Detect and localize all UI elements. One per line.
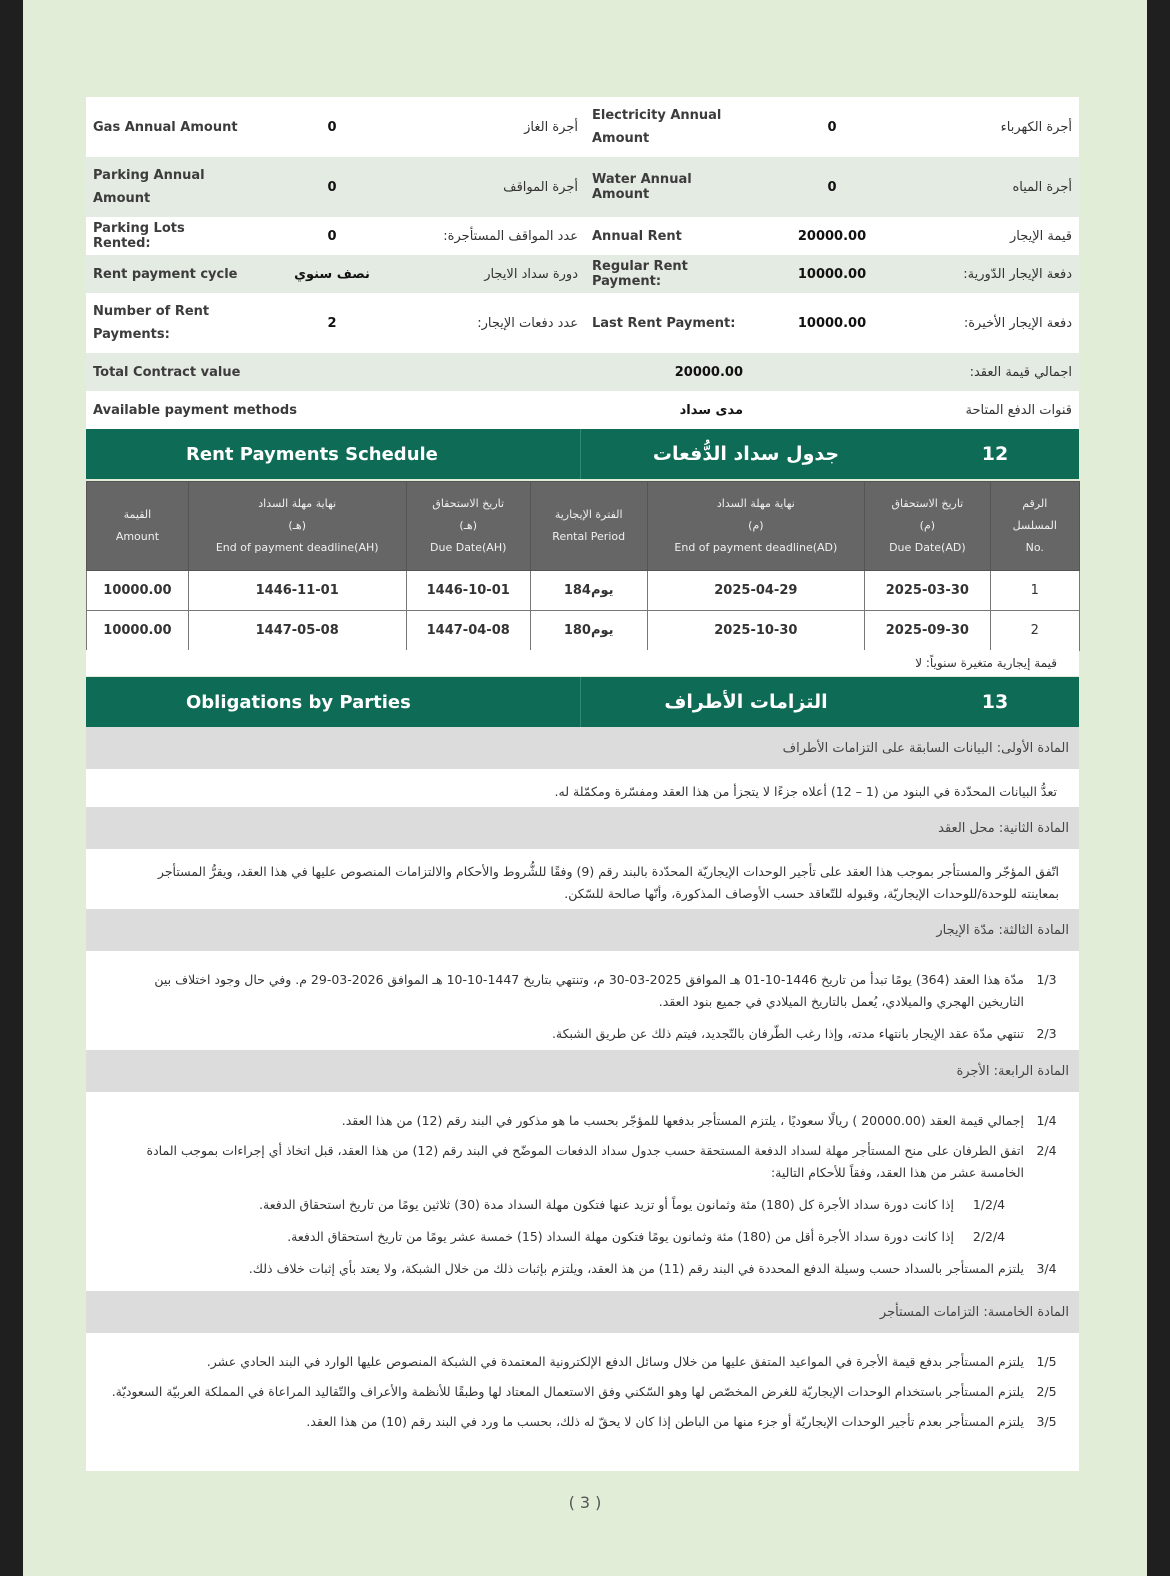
clause-number: 2/4 (1036, 1143, 1057, 1158)
schedule-title-ar: جدول سداد الدُّفعات (652, 443, 840, 465)
label-ar: قيمة الإيجار (1009, 228, 1072, 244)
label-ar: دفعة الإيجار الأخيرة: (963, 315, 1072, 331)
schedule-table (86, 481, 1080, 651)
label-en: Parking Annual Amount (93, 168, 205, 206)
clause-number: 3/5 (1036, 1414, 1057, 1429)
table-row (86, 97, 1079, 157)
clause-number: 3/4 (1036, 1261, 1057, 1276)
clause-text: مدّة هذا العقد (364) يومًا تبدأ من تاريخ 1446-10-01 هـ الموافق 2025-03-30 م، وتنتهي بتاريخ 1447-10-10 هـ الموافق 2026-03-29 م. وفي حال وجود اختلاف بين التاريخين الهجري والميلادي، يُعمل بالتاريخ الميلادي في جميع بنود العقد. (154, 972, 1024, 1009)
col-deadline-ah: نهاية مهلة السداد (هـ) End of payment deadline(AH) (188, 482, 406, 571)
sub-clause (86, 1226, 1069, 1248)
article-3-title: المادة الثالثة: مدّة الإيجار (86, 909, 1079, 951)
clause-number: 1/4 (1036, 1113, 1057, 1128)
cell: 1446-11-01 (188, 571, 406, 611)
clause (86, 1023, 1069, 1045)
clause-number: 1/2/4 (972, 1197, 1006, 1212)
cell: 1446-10-01 (406, 571, 530, 611)
clause (86, 1351, 1069, 1373)
cell: 1447-05-08 (188, 611, 406, 651)
label-ar: أجرة الغاز (524, 119, 578, 135)
clause-number: 2/5 (1036, 1384, 1057, 1399)
variable-rent-note: قيمة إيجارية متغيرة سنوياً: لا (86, 650, 1079, 676)
cell: 1 (990, 571, 1079, 611)
label-ar: دفعة الإيجار الدّورية: (963, 266, 1072, 282)
obligations-title-ar: التزامات الأطراف (664, 691, 828, 713)
clause-text: يلتزم المستأجر بدفع قيمة الأجرة في المواعيد المتفق عليها من خلال وسائل الدفع الإلكترونية المعتمدة في الشبكة المنصوص عليها الوارد في البند الحادي عشر. (206, 1354, 1024, 1369)
col-deadline-ad: نهاية مهلة السداد (م) End of payment deadline(AD) (647, 482, 865, 571)
methods-value: مدى سداد (679, 402, 743, 418)
clause-text: اتفق الطرفان على منح المستأجر مهلة لسداد الدفعة المستحقة حسب جدول سداد الدفعات الموضّح في البند رقم (12) من هذا العقد، قبل اتخاذ أي إجراءات بموجب المادة الخامسة عشر من هذا العقد، وفقاً للأحكام التالية: (146, 1143, 1024, 1180)
col-due-ah: تاريخ الاستحقاق (هـ) Due Date(AH) (406, 482, 530, 571)
label-en: Electricity Annual Amount (592, 108, 722, 146)
table-row (86, 255, 1079, 293)
obligations-title-en: Obligations by Parties (86, 677, 581, 727)
value: 2 (327, 315, 337, 331)
article-5-body (86, 1333, 1079, 1471)
label-ar: عدد دفعات الإيجار: (477, 315, 578, 331)
methods-label-en: Available payment methods (93, 402, 297, 418)
label-ar: أجرة المياه (1012, 179, 1072, 195)
cell: 1447-04-08 (406, 611, 530, 651)
total-label-en: Total Contract value (93, 364, 241, 380)
table-row (87, 611, 1080, 651)
clause-text: يلتزم المستأجر باستخدام الوحدات الإيجاريّة للغرض المخصّص لها وهو السّكني وفق الاستعمال المعتاد لها وطبقًا للأنظمة والأعراف والتّقاليد المراعاة في المملكة العربيّة السعوديّة. (111, 1384, 1024, 1399)
clause-text: إذا كانت دورة سداد الأجرة كل (180) مئة وثمانون يوماً أو تزيد عنها فتكون مهلة السداد مدة (30) ثلاثين يومًا من تاريخ استحقاق الدفعة. (259, 1197, 954, 1212)
obligations-section-header (86, 677, 1079, 727)
col-due-ad: تاريخ الاستحقاق (م) Due Date(AD) (865, 482, 990, 571)
value: 0 (827, 119, 837, 135)
clause-text: يلتزم المستأجر بالسداد حسب وسيلة الدفع المحددة في البند رقم (11) من هذ العقد، ويلتزم بإثبات ذلك من خلال الشبكة، ولا يعتد بأي إثبات خلاف ذلك. (248, 1261, 1024, 1276)
clause-text: يلتزم المستأجر بعدم تأجير الوحدات الإيجاريّة أو جزء منها من الباطن إذا كان لا يحقّ له ذلك، بحسب ما ورد في البند رقم (10) من هذا العقد. (306, 1414, 1024, 1429)
value: 0 (827, 179, 837, 195)
label-en: Gas Annual Amount (93, 119, 238, 135)
total-row (86, 353, 1079, 391)
label-en: Water Annual Amount (592, 172, 692, 202)
methods-label-ar: قنوات الدفع المتاحة (965, 402, 1072, 418)
label-ar: عدد المواقف المستأجرة: (443, 228, 578, 244)
article-1-text: تعدُّ البيانات المحدّدة في البنود من (1 – 12) أعلاه جزءًا لا يتجزأ من هذا العقد ومفسّرة ومكمّلة له. (86, 769, 1079, 807)
cell: 180يوم (530, 611, 647, 651)
cell: 2025-09-30 (865, 611, 990, 651)
col-no: الرقم المسلسل No. (990, 482, 1079, 571)
clause (86, 1110, 1069, 1132)
value: 20000.00 (797, 228, 867, 244)
clause (86, 1258, 1069, 1280)
col-amount: القيمة Amount (87, 482, 189, 571)
value: 0 (327, 228, 337, 244)
label-ar: أجرة المواقف (503, 179, 578, 195)
label-en: Last Rent Payment: (592, 315, 736, 331)
article-5-title: المادة الخامسة: التزامات المستأجر (86, 1291, 1079, 1333)
label-en: Parking Lots Rented: (93, 221, 185, 251)
table-row (86, 293, 1079, 353)
cell: 10000.00 (87, 571, 189, 611)
clause (86, 1140, 1069, 1184)
label-ar: أجرة الكهرباء (1000, 119, 1072, 135)
value: 0 (327, 179, 337, 195)
total-label-ar: اجمالي قيمة العقد: (969, 364, 1072, 380)
clause-number: 2/2/4 (972, 1229, 1006, 1244)
value: 10000.00 (797, 266, 867, 282)
value: 10000.00 (797, 315, 867, 331)
article-1-title: المادة الأولى: البيانات السابقة على التزامات الأطراف (86, 727, 1079, 769)
schedule-section-header (86, 429, 1079, 479)
clause-text: تنتهي مدّة عقد الإيجار بانتهاء مدته، وإذا رغب الطّرفان بالتّجديد، فيتم ذلك عن طريق الشبكة. (551, 1026, 1024, 1041)
section-number: 13 (981, 691, 1009, 713)
clause-text: إذا كانت دورة سداد الأجرة أقل من (180) مئة وثمانون يومًا فتكون مهلة السداد (15) خمسة عشر يومًا من تاريخ استحقاق الدفعة. (287, 1229, 954, 1244)
article-3-body (86, 951, 1079, 1050)
clause-number: 2/3 (1036, 1026, 1057, 1041)
table-row (86, 217, 1079, 255)
table-row (87, 571, 1080, 611)
sub-clause (86, 1194, 1069, 1216)
clause (86, 969, 1069, 1013)
clause-number: 1/3 (1036, 972, 1057, 987)
value: نصف سنوي (294, 266, 370, 282)
article-4-title: المادة الرابعة: الأجرة (86, 1050, 1079, 1092)
cell: 184يوم (530, 571, 647, 611)
clause (86, 1411, 1069, 1433)
clause-text: إجمالي قيمة العقد (20000.00 ) ريالًا سعوديًا ، يلتزم المستأجر بدفعها للمؤجّر بحسب ما هو مذكور في البند رقم (12) من هذا العقد. (341, 1113, 1024, 1128)
label-ar: دورة سداد الايجار (484, 266, 578, 282)
cell: 10000.00 (87, 611, 189, 651)
label-en: Annual Rent (592, 228, 682, 244)
cell: 2025-04-29 (647, 571, 865, 611)
article-2-title: المادة الثانية: محل العقد (86, 807, 1079, 849)
methods-row (86, 391, 1079, 429)
schedule-title-en: Rent Payments Schedule (86, 429, 581, 479)
article-2-text: اتّفق المؤجّر والمستأجر بموجب هذا العقد على تأجير الوحدات الإيجاريّة المحدّدة بالبند رقم (9) وفقًا للشُّروط والأحكام والالتزامات المنصوص عليها في هذا العقد، ويقرُّ المستأجر بمعاينته للوحدة/للوحدات الإيجاريّة، وقبوله للتّعاقد حسب الأوصاف المذكورة، وأنّها صالحة للسّكن. (86, 849, 1079, 909)
cell: 2025-03-30 (865, 571, 990, 611)
label-en: Rent payment cycle (93, 266, 238, 282)
col-period: الفترة الإيجارية Rental Period (530, 482, 647, 571)
clause-number: 1/5 (1036, 1354, 1057, 1369)
clause (86, 1381, 1069, 1403)
schedule-header-row (87, 482, 1080, 571)
table-row (86, 157, 1079, 217)
value: 0 (327, 119, 337, 135)
document-page (23, 0, 1147, 1576)
financial-table (86, 97, 1079, 429)
page-number: ( 3 ) (568, 1493, 602, 1512)
section-number: 12 (981, 443, 1009, 465)
total-value: 20000.00 (674, 364, 743, 380)
cell: 2 (990, 611, 1079, 651)
label-en: Number of Rent Payments: (93, 304, 210, 342)
cell: 2025-10-30 (647, 611, 865, 651)
article-4-body (86, 1092, 1079, 1291)
label-en: Regular Rent Payment: (592, 259, 688, 289)
